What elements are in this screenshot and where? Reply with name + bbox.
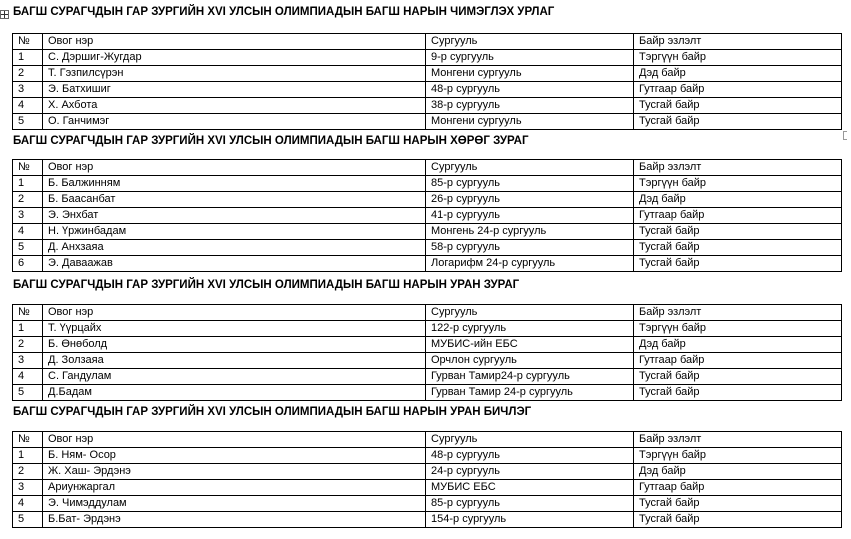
table-cell: Ж. Хаш- Эрдэнэ <box>43 464 426 480</box>
table-cell: 6 <box>13 256 43 272</box>
table-cell: Логарифм 24-р сургууль <box>426 256 634 272</box>
table-row <box>13 369 842 385</box>
table-row <box>13 353 842 369</box>
table-cell: 2 <box>13 66 43 82</box>
table-cell: 24-р сургууль <box>426 464 634 480</box>
table-cell: С. Дэршиг-Жугдар <box>43 50 426 66</box>
section-title: БАГШ СУРАГЧДЫН ГАР ЗУРГИЙН XVI УЛСЫН ОЛИМПИАДЫН БАГШ НАРЫН УРАН ЗУРАГ <box>13 279 520 291</box>
table-row <box>13 50 842 66</box>
table-cell: 1 <box>13 448 43 464</box>
table-cell: Тусгай байр <box>634 98 842 114</box>
header-cell: Овог нэр <box>43 305 426 321</box>
table-cell: Б. Өнөболд <box>43 337 426 353</box>
table-cell: Д. Анхзаяа <box>43 240 426 256</box>
header-cell: Овог нэр <box>43 160 426 176</box>
header-cell: Байр эзлэлт <box>634 34 842 50</box>
table-cell: 3 <box>13 82 43 98</box>
header-cell: Сургууль <box>426 305 634 321</box>
table-cell: 38-р сургууль <box>426 98 634 114</box>
header-cell: Овог нэр <box>43 34 426 50</box>
table-cell: Тусгай байр <box>634 224 842 240</box>
table-row <box>13 82 842 98</box>
table-cell: 1 <box>13 321 43 337</box>
table-cell: 2 <box>13 192 43 208</box>
table-cell: Тусгай байр <box>634 240 842 256</box>
header-cell: Сургууль <box>426 34 634 50</box>
table-cell: 3 <box>13 208 43 224</box>
table-header-row <box>13 34 842 50</box>
table-row <box>13 480 842 496</box>
results-table <box>12 304 842 401</box>
table-cell: Тэргүүн байр <box>634 50 842 66</box>
header-cell: № <box>13 160 43 176</box>
header-cell: Байр эзлэлт <box>634 305 842 321</box>
header-cell: Овог нэр <box>43 432 426 448</box>
table-header-row <box>13 305 842 321</box>
table-cell: Э. Энхбат <box>43 208 426 224</box>
table-cell: Гутгаар байр <box>634 480 842 496</box>
table-cell: 85-р сургууль <box>426 496 634 512</box>
table-row <box>13 496 842 512</box>
table-cell: Дэд байр <box>634 192 842 208</box>
table-row <box>13 464 842 480</box>
table-row <box>13 385 842 401</box>
section-title: БАГШ СУРАГЧДЫН ГАР ЗУРГИЙН XVI УЛСЫН ОЛИМПИАДЫН БАГШ НАРЫН ХӨРӨГ ЗУРАГ <box>13 135 529 147</box>
table-cell: 1 <box>13 50 43 66</box>
table-cell: 5 <box>13 512 43 528</box>
table-cell: Э. Батхишиг <box>43 82 426 98</box>
table-cell: Э. Чимэддулам <box>43 496 426 512</box>
table-cell: 58-р сургууль <box>426 240 634 256</box>
table-row <box>13 321 842 337</box>
table-cell: Д.Бадам <box>43 385 426 401</box>
header-cell: Сургууль <box>426 432 634 448</box>
table-end-marker-icon <box>843 131 847 140</box>
table-cell: Д. Золзаяа <box>43 353 426 369</box>
table-cell: Б. Баасанбат <box>43 192 426 208</box>
table-row <box>13 66 842 82</box>
table-cell: 3 <box>13 353 43 369</box>
table-row <box>13 224 842 240</box>
table-cell: 5 <box>13 240 43 256</box>
table-cell: Т. Гэзпилсүрэн <box>43 66 426 82</box>
table-cell: Тусгай байр <box>634 369 842 385</box>
table-row <box>13 512 842 528</box>
table-move-handle-icon[interactable] <box>0 10 9 19</box>
table-cell: Тусгай байр <box>634 256 842 272</box>
table-cell: Тэргүүн байр <box>634 321 842 337</box>
table-row <box>13 208 842 224</box>
table-cell: 48-р сургууль <box>426 448 634 464</box>
table-cell: Б. Балжинням <box>43 176 426 192</box>
table-cell: Монгени сургууль <box>426 114 634 130</box>
table-cell: С. Гандулам <box>43 369 426 385</box>
table-cell: Дэд байр <box>634 464 842 480</box>
table-cell: Э. Даваажав <box>43 256 426 272</box>
table-cell: 3 <box>13 480 43 496</box>
results-table <box>12 431 842 528</box>
header-cell: Сургууль <box>426 160 634 176</box>
table-row <box>13 114 842 130</box>
table-cell: Тэргүүн байр <box>634 176 842 192</box>
table-cell: 5 <box>13 385 43 401</box>
table-cell: Дэд байр <box>634 66 842 82</box>
table-header-row <box>13 160 842 176</box>
header-cell: № <box>13 305 43 321</box>
table-cell: 26-р сургууль <box>426 192 634 208</box>
table-cell: 41-р сургууль <box>426 208 634 224</box>
results-table <box>12 33 842 130</box>
table-cell: Тусгай байр <box>634 512 842 528</box>
table-row <box>13 337 842 353</box>
table-cell: Гутгаар байр <box>634 353 842 369</box>
table-row <box>13 448 842 464</box>
table-cell: Гурван Тамир 24-р сургууль <box>426 385 634 401</box>
table-cell: Гутгаар байр <box>634 82 842 98</box>
table-cell: 4 <box>13 496 43 512</box>
table-cell: Тэргүүн байр <box>634 448 842 464</box>
table-cell: 122-р сургууль <box>426 321 634 337</box>
table-cell: МУБИС-ийн ЕБС <box>426 337 634 353</box>
table-cell: Орчлон сургууль <box>426 353 634 369</box>
table-header-row <box>13 432 842 448</box>
table-cell: Монгень 24-р сургууль <box>426 224 634 240</box>
table-cell: Б.Бат- Эрдэнэ <box>43 512 426 528</box>
table-cell: Гурван Тамир24-р сургууль <box>426 369 634 385</box>
section-title: БАГШ СУРАГЧДЫН ГАР ЗУРГИЙН XVI УЛСЫН ОЛИМПИАДЫН БАГШ НАРЫН ЧИМЭГЛЭХ УРЛАГ <box>13 6 555 18</box>
table-cell: 2 <box>13 464 43 480</box>
table-cell: Б. Ням- Осор <box>43 448 426 464</box>
table-cell: О. Ганчимэг <box>43 114 426 130</box>
table-cell: МУБИС ЕБС <box>426 480 634 496</box>
table-row <box>13 176 842 192</box>
table-cell: 48-р сургууль <box>426 82 634 98</box>
table-cell: 9-р сургууль <box>426 50 634 66</box>
table-cell: 154-р сургууль <box>426 512 634 528</box>
table-cell: Тусгай байр <box>634 496 842 512</box>
table-cell: Дэд байр <box>634 337 842 353</box>
table-cell: 4 <box>13 224 43 240</box>
table-cell: 85-р сургууль <box>426 176 634 192</box>
header-cell: № <box>13 34 43 50</box>
header-cell: № <box>13 432 43 448</box>
table-cell: 4 <box>13 98 43 114</box>
header-cell: Байр эзлэлт <box>634 160 842 176</box>
table-cell: Х. Ахбота <box>43 98 426 114</box>
header-cell: Байр эзлэлт <box>634 432 842 448</box>
table-cell: Тусгай байр <box>634 114 842 130</box>
table-cell: Н. Үржинбадам <box>43 224 426 240</box>
table-cell: Гутгаар байр <box>634 208 842 224</box>
table-cell: 2 <box>13 337 43 353</box>
table-row <box>13 98 842 114</box>
table-row <box>13 240 842 256</box>
table-cell: Ариунжаргал <box>43 480 426 496</box>
table-cell: 4 <box>13 369 43 385</box>
results-table <box>12 159 842 272</box>
table-cell: 5 <box>13 114 43 130</box>
section-title: БАГШ СУРАГЧДЫН ГАР ЗУРГИЙН XVI УЛСЫН ОЛИМПИАДЫН БАГШ НАРЫН УРАН БИЧЛЭГ <box>13 406 532 418</box>
table-cell: Тусгай байр <box>634 385 842 401</box>
table-cell: Монгени сургууль <box>426 66 634 82</box>
table-cell: Т. Үүрцайх <box>43 321 426 337</box>
table-row <box>13 192 842 208</box>
table-row <box>13 256 842 272</box>
table-cell: 1 <box>13 176 43 192</box>
